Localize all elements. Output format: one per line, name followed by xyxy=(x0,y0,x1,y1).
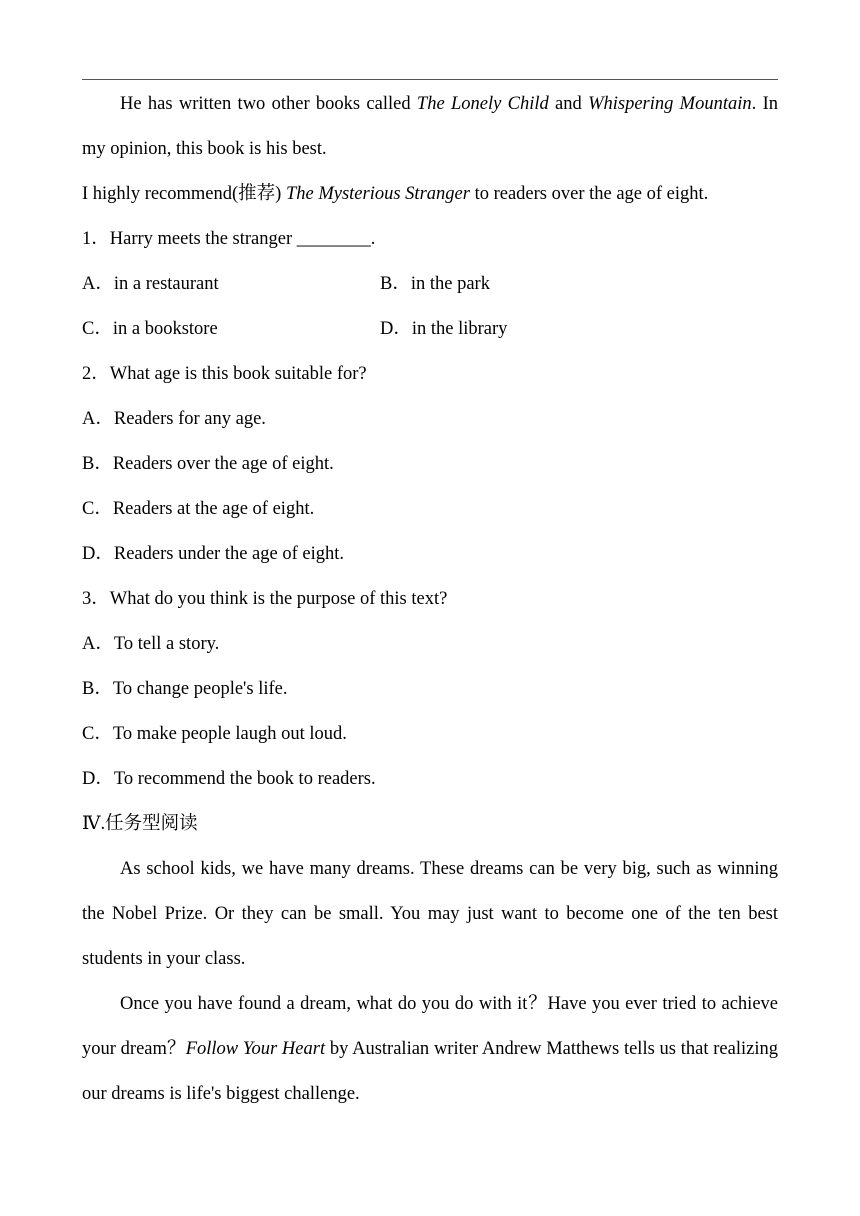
option-letter: A． xyxy=(82,634,114,654)
option-d xyxy=(380,307,507,352)
option-text: Readers for any age. xyxy=(113,409,266,429)
question-2-stem xyxy=(82,352,778,397)
option-text: in the park xyxy=(410,274,490,294)
option-letter: B． xyxy=(380,274,411,294)
question-2-option-d xyxy=(82,532,778,577)
question-text: What do you think is the purpose of this text? xyxy=(109,589,448,609)
header-rule xyxy=(82,79,778,80)
question-1-options-row-1 xyxy=(82,262,778,307)
question-1-options-row-2 xyxy=(82,307,778,352)
question-3-stem xyxy=(82,577,778,622)
question-number: 3． xyxy=(82,589,110,609)
option-b xyxy=(380,262,490,307)
question-text: Harry meets the stranger ________. xyxy=(109,229,376,249)
question-3-option-c xyxy=(82,712,778,757)
option-text: To recommend the book to readers. xyxy=(113,769,376,789)
question-3-option-d xyxy=(82,757,778,802)
option-letter: C． xyxy=(82,724,113,744)
question-number: 2． xyxy=(82,364,110,384)
option-text: To tell a story. xyxy=(113,634,220,654)
option-text: in a restaurant xyxy=(113,274,219,294)
text-run: He has written two other books called xyxy=(120,94,417,114)
book-title: Follow Your Heart xyxy=(185,1039,326,1059)
option-letter: A． xyxy=(82,274,114,294)
text-run: and xyxy=(548,94,589,114)
option-text: in a bookstore xyxy=(112,319,218,339)
option-text: Readers over the age of eight. xyxy=(112,454,334,474)
question-3-option-a xyxy=(82,622,778,667)
option-text: Readers under the age of eight. xyxy=(113,544,345,564)
passage2-paragraph-1: As school kids, we have many dreams. These dreams can be very big, such as winning the Nobel Prize. Or they can be small. You may just want to become one of the ten best students in your class. xyxy=(82,859,778,969)
option-a xyxy=(82,262,380,307)
text-run: by Australian writer Andrew Matthews tells us that realizing our dreams is life's biggest challenge. xyxy=(82,1039,778,1104)
passage-paragraph-recommend xyxy=(82,172,778,217)
option-letter: D． xyxy=(82,769,114,789)
question-2-option-c xyxy=(82,487,778,532)
text-run: Once you have found a dream, what do you do with it？Have you ever tried to achieve your dream？ xyxy=(82,994,778,1059)
book-title: Whispering Mountain xyxy=(588,94,752,114)
question-3-option-b xyxy=(82,667,778,712)
question-number: 1． xyxy=(82,229,110,249)
option-text: in the library xyxy=(411,319,508,339)
option-letter: B． xyxy=(82,679,113,699)
section-heading: Ⅳ.任务型阅读 xyxy=(82,814,198,834)
option-letter: C． xyxy=(82,499,113,519)
question-2-option-b xyxy=(82,442,778,487)
option-letter: D． xyxy=(380,319,412,339)
text-run: I highly recommend(推荐) xyxy=(82,184,286,204)
question-2-option-a xyxy=(82,397,778,442)
question-text: What age is this book suitable for? xyxy=(109,364,367,384)
option-letter: D． xyxy=(82,544,114,564)
question-1-stem xyxy=(82,217,778,262)
page-content xyxy=(82,82,778,1117)
book-title: The Mysterious Stranger xyxy=(285,184,470,204)
option-letter: A． xyxy=(82,409,114,429)
option-text: Readers at the age of eight. xyxy=(112,499,315,519)
passage-paragraph-books xyxy=(82,82,778,172)
option-letter: B． xyxy=(82,454,113,474)
passage2-paragraph-2 xyxy=(82,982,778,1117)
option-c xyxy=(82,307,380,352)
option-text: To change people's life. xyxy=(112,679,288,699)
book-title: The Lonely Child xyxy=(416,94,549,114)
option-text: To make people laugh out loud. xyxy=(112,724,347,744)
option-letter: C． xyxy=(82,319,113,339)
text-run: . In my opinion, this book is his best. xyxy=(82,94,778,159)
text-run: to readers over the age of eight. xyxy=(469,184,709,204)
